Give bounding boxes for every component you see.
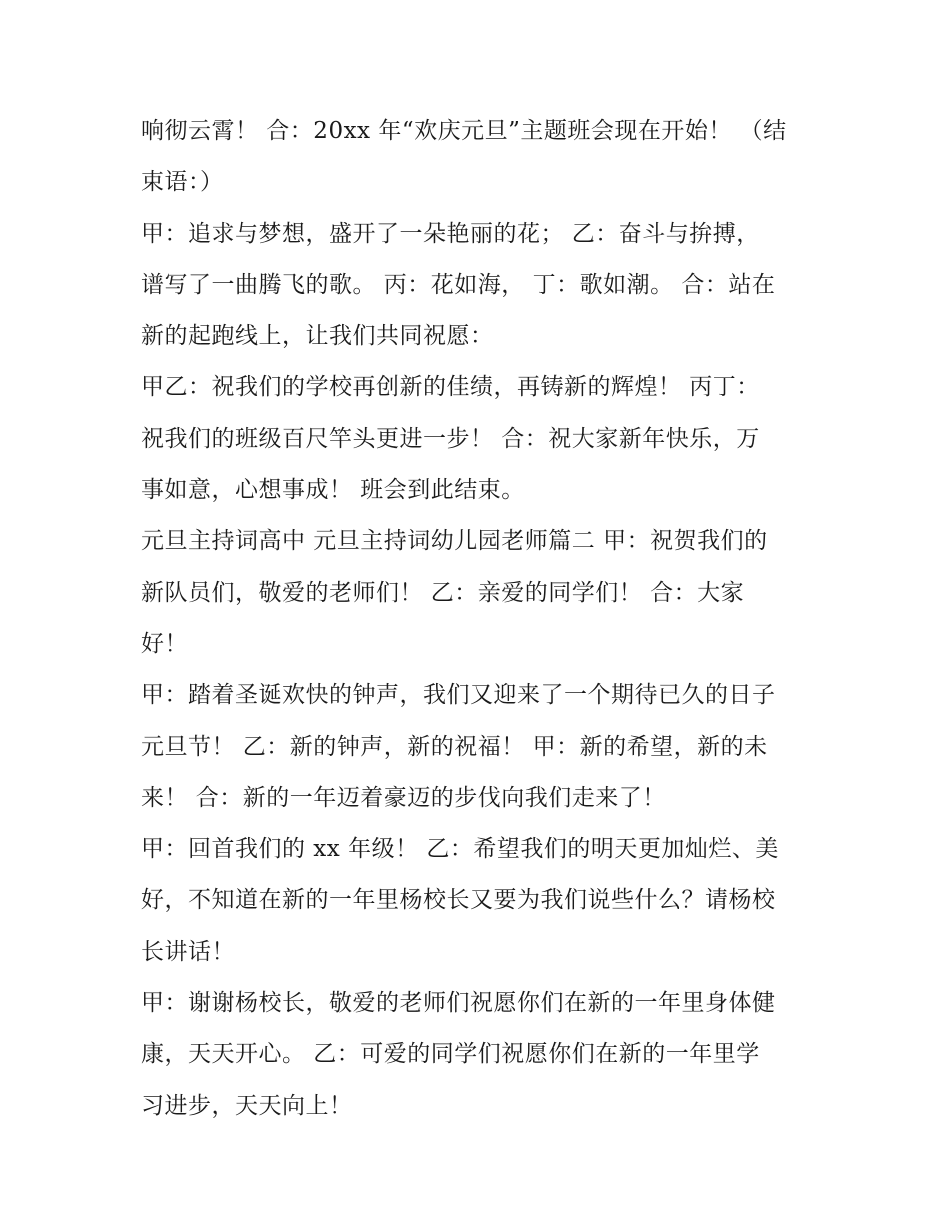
text-line: 甲：谢谢杨校长，敬爱的老师们祝愿你们在新的一年里身体健 bbox=[141, 990, 776, 1017]
text-line: 元旦主持词高中 元旦主持词幼儿园老师篇二 甲：祝贺我们的 bbox=[141, 528, 768, 555]
text-line: 甲：回首我们的 xx 年级！ 乙：希望我们的明天更加灿烂、美 bbox=[141, 836, 779, 863]
text-line: 康，天天开心。 乙：可爱的同学们祝愿你们在新的一年里学 bbox=[141, 1041, 760, 1068]
text-line: 甲乙：祝我们的学校再创新的佳绩，再铸新的辉煌！ 丙丁： bbox=[141, 374, 760, 401]
document-body bbox=[141, 106, 821, 1132]
text-line: 事如意，心想事成！ 班会到此结束。 bbox=[141, 477, 525, 504]
text-line: 新的起跑线上，让我们共同祝愿： bbox=[141, 323, 494, 350]
text-line: 元旦节！ 乙：新的钟声，新的祝福！ 甲：新的希望，新的未 bbox=[141, 733, 768, 760]
text-line: 束语：） bbox=[141, 169, 224, 196]
text-line: 新队员们，敬爱的老师们！ 乙：亲爱的同学们！ 合：大家 bbox=[141, 579, 745, 606]
text-line: 好，不知道在新的一年里杨校长又要为我们说些什么？请杨校 bbox=[141, 887, 776, 914]
text-line: 谱写了一曲腾飞的歌。 丙：花如海， 丁：歌如潮。 合：站在 bbox=[141, 271, 776, 298]
text-line: 来！ 合：新的一年迈着豪迈的步伐向我们走来了！ bbox=[141, 784, 666, 811]
text-line: 甲：追求与梦想，盛开了一朵艳丽的花； 乙：奋斗与拚搏， bbox=[141, 220, 760, 247]
text-line: 长讲话！ bbox=[141, 938, 235, 965]
text-line: 好！ bbox=[141, 630, 188, 657]
text-line: 响彻云霄！ 合：20xx 年“欢庆元旦”主题班会现在开始！ （结 bbox=[141, 118, 787, 144]
text-line: 祝我们的班级百尺竿头更进一步！ 合：祝大家新年快乐，万 bbox=[141, 425, 760, 452]
text-line: 甲：踏着圣诞欢快的钟声，我们又迎来了一个期待已久的日子 bbox=[141, 682, 776, 709]
text-line: 习进步，天天向上！ bbox=[141, 1092, 353, 1119]
